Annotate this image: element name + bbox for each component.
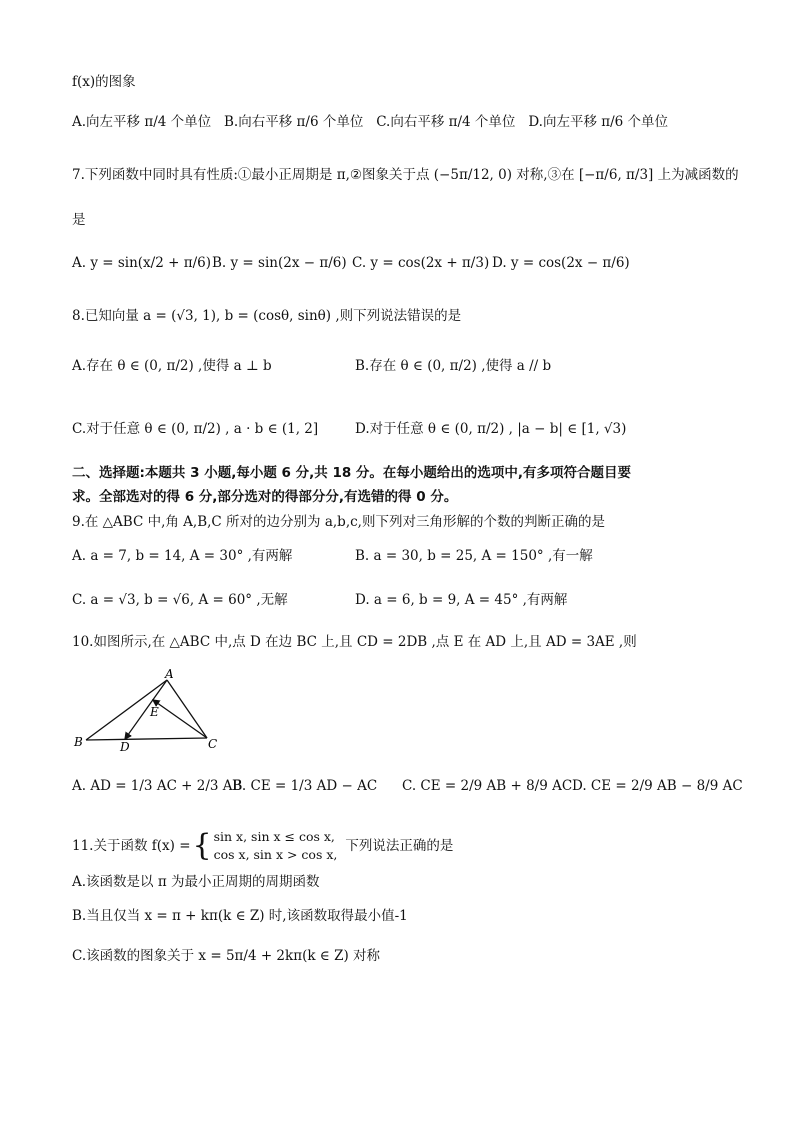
q6-option-c: C.向右平移 π/4 个单位 bbox=[376, 114, 516, 130]
q11-option-b: B.当且仅当 x = π + kπ(k ∈ Z) 时,该函数取得最小值-1 bbox=[72, 908, 408, 924]
vector-ad bbox=[125, 680, 167, 739]
piecewise-brace: { bbox=[192, 828, 212, 863]
piecewise-cases bbox=[214, 828, 338, 864]
segment-ac bbox=[167, 680, 207, 738]
q10-option-b: B. CE = 1/3 AD − AC bbox=[232, 778, 378, 794]
q9-option-c: C. a = √3, b = √6, A = 60° ,无解 bbox=[72, 592, 288, 608]
piecewise-case-2: cos x, sin x > cos x, bbox=[213, 847, 338, 862]
q11-stem-suffix: 下列说法正确的是 bbox=[345, 838, 454, 854]
q11-stem-prefix: 11.关于函数 f(x) = bbox=[72, 838, 191, 854]
label-d: D bbox=[120, 740, 130, 753]
q6-option-b: B.向右平移 π/6 个单位 bbox=[224, 114, 364, 130]
q7-stem-cont: 是 bbox=[72, 212, 86, 228]
section2-heading-line2: 求。全部选对的得 6 分,部分选对的得部分分,有选错的得 0 分。 bbox=[72, 489, 458, 505]
q10-option-a: A. AD = 1/3 AC + 2/3 AB bbox=[72, 778, 243, 794]
q7-option-a: A. y = sin(x/2 + π/6) bbox=[72, 255, 211, 271]
q8-stem: 8.已知向量 a = (√3, 1), b = (cosθ, sinθ) ,则下列说法错误的是 bbox=[72, 308, 462, 324]
q8-option-a: A.存在 θ ∈ (0, π/2) ,使得 a ⊥ b bbox=[72, 358, 272, 374]
segment-bc bbox=[86, 738, 207, 740]
q6-option-d: D.向左平移 π/6 个单位 bbox=[528, 114, 669, 130]
q7-stem: 7.下列函数中同时具有性质:①最小正周期是 π,②图象关于点 (−5π/12, 0) 对称,③在 [−π/6, π/3] 上为减函数的 bbox=[72, 167, 739, 183]
q6-option-a: A.向左平移 π/4 个单位 bbox=[72, 114, 212, 130]
q9-stem: 9.在 △ABC 中,角 A,B,C 所对的边分别为 a,b,c,则下列对三角形解的个数的判断正确的是 bbox=[72, 514, 605, 530]
label-b: B bbox=[74, 735, 83, 749]
q9-option-a: A. a = 7, b = 14, A = 30° ,有两解 bbox=[72, 548, 293, 564]
q11-stem bbox=[72, 828, 453, 864]
q8-option-c: C.对于任意 θ ∈ (0, π/2) , a · b ∈ (1, 2] bbox=[72, 421, 319, 437]
label-a: A bbox=[165, 668, 174, 681]
q6-options bbox=[72, 112, 668, 132]
vector-ce bbox=[153, 700, 207, 738]
q7-option-c: C. y = cos(2x + π/3) bbox=[352, 255, 490, 271]
q8-option-d: D.对于任意 θ ∈ (0, π/2) , |a − b| ∈ [1, √3) bbox=[355, 421, 627, 437]
q11-option-c: C.该函数的图象关于 x = 5π/4 + 2kπ(k ∈ Z) 对称 bbox=[72, 948, 381, 964]
q11-option-a: A.该函数是以 π 为最小正周期的周期函数 bbox=[72, 874, 320, 890]
label-c: C bbox=[208, 737, 218, 751]
q8-option-b: B.存在 θ ∈ (0, π/2) ,使得 a // b bbox=[355, 358, 552, 374]
q7-option-d: D. y = cos(2x − π/6) bbox=[492, 255, 630, 271]
q10-option-d: D. CE = 2/9 AB − 8/9 AC bbox=[572, 778, 743, 794]
q9-option-d: D. a = 6, b = 9, A = 45° ,有两解 bbox=[355, 592, 568, 608]
q10-option-c: C. CE = 2/9 AB + 8/9 AC bbox=[402, 778, 573, 794]
q7-option-b: B. y = sin(2x − π/6) bbox=[212, 255, 347, 271]
q6-tail: f(x)的图象 bbox=[72, 74, 136, 90]
triangle-figure bbox=[70, 668, 230, 753]
piecewise-case-1: sin x, sin x ≤ cos x, bbox=[213, 829, 335, 844]
label-e: E bbox=[150, 705, 159, 719]
q9-option-b: B. a = 30, b = 25, A = 150° ,有一解 bbox=[355, 548, 593, 564]
section2-heading-line1: 二、选择题:本题共 3 小题,每小题 6 分,共 18 分。在每小题给出的选项中,有多项符合题目要 bbox=[72, 465, 632, 481]
q10-stem: 10.如图所示,在 △ABC 中,点 D 在边 BC 上,且 CD = 2DB ,点 E 在 AD 上,且 AD = 3AE ,则 bbox=[72, 634, 637, 650]
